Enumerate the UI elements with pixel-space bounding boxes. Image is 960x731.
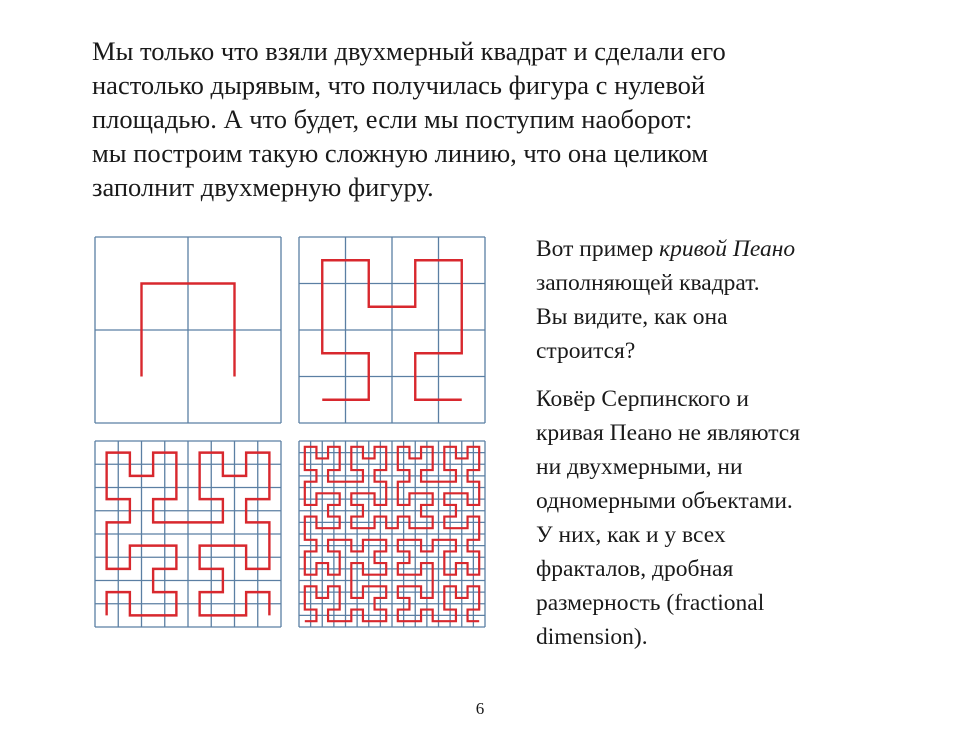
intro-line: заполнит двухмерную фигуру.	[92, 172, 434, 202]
peano-figure-order-3	[94, 440, 282, 628]
peano-figure-order-2-svg	[298, 236, 486, 424]
side-line: заполняющей квадрат.	[536, 270, 760, 296]
peano-figure-order-4	[298, 440, 486, 628]
peano-curve-term: кривой Пеано	[659, 236, 796, 262]
peano-figure-order-1-svg	[94, 236, 282, 424]
page-number: 6	[475, 699, 485, 718]
side-line: Вы видите, как она	[536, 304, 728, 330]
side-text	[536, 232, 866, 668]
side-line: ни двухмерными, ни	[536, 454, 743, 480]
peano-figure-order-1	[94, 236, 282, 424]
side-line: У них, как и у всех	[536, 522, 726, 548]
peano-figure-order-2	[298, 236, 486, 424]
side-line: строится?	[536, 338, 636, 364]
side-line: одномерными объектами.	[536, 488, 793, 514]
side-line: фракталов, дробная	[536, 556, 734, 582]
intro-paragraph	[92, 34, 892, 204]
side-line: кривая Пеано не являются	[536, 420, 801, 446]
intro-line: мы построим такую сложную линию, что она целиком	[92, 138, 709, 168]
intro-line: Мы только что взяли двухмерный квадрат и сделали его	[92, 36, 726, 66]
side-line	[536, 232, 866, 266]
side-line: размерность (fractional	[536, 590, 765, 616]
intro-line: настолько дырявым, что получилась фигура с нулевой	[92, 70, 706, 100]
peano-figure-order-3-svg	[94, 440, 282, 628]
side-line-text: Вот пример	[536, 236, 660, 262]
side-paragraph-1	[536, 232, 866, 368]
side-line: Ковёр Серпинского и	[536, 386, 749, 412]
side-line: dimension).	[536, 624, 648, 650]
intro-line: площадью. А что будет, если мы поступим наоборот:	[92, 104, 693, 134]
peano-figure-order-4-svg	[298, 440, 486, 628]
side-paragraph-2	[536, 382, 866, 654]
